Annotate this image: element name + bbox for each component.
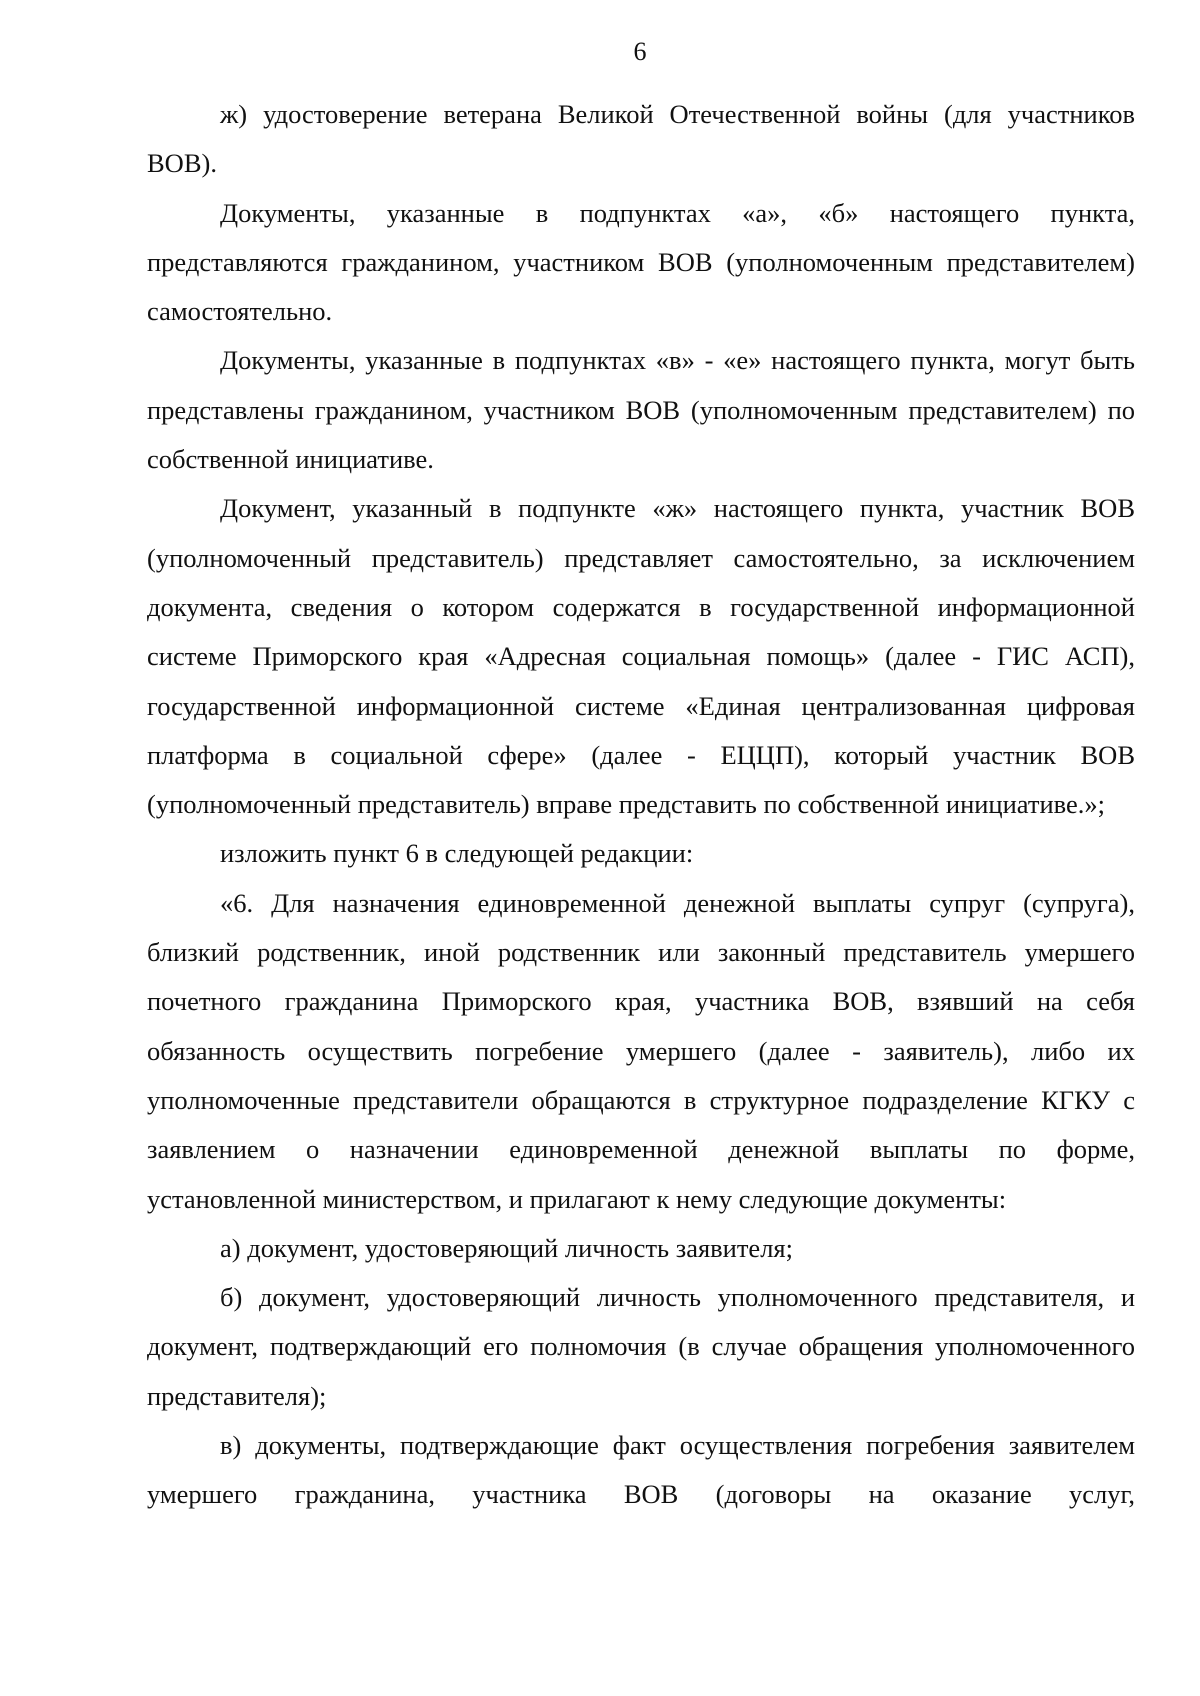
document-body: [147, 90, 1135, 1520]
paragraph-amend-point-6: изложить пункт 6 в следующей редакции:: [220, 838, 694, 869]
paragraph-documents-v-e: Документы, указанные в подпунктах «в» - «е» настоящего пункта, могут быть представлены гражданином, участником ВОВ (уполномоченным представителем) по собственной инициативе.: [147, 345, 1135, 475]
paragraph-item-b: б) документ, удостоверяющий личность уполномоченного представителя, и документ, подтверждающий его полномочия (в случае обращения уполномоченного представителя);: [147, 1282, 1135, 1411]
paragraph-item-v: в) документы, подтверждающие факт осуществления погребения заявителем умершего гражданина, участника ВОВ (договоры на оказание услуг,: [147, 1430, 1135, 1510]
page-number: 6: [633, 37, 647, 66]
paragraph-item-zh: ж) удостоверение ветерана Великой Отечественной войны (для участников ВОВ).: [147, 99, 1135, 179]
paragraph-point-6: «6. Для назначения единовременной денежной выплаты супруг (супруга), близкий родственник, иной родственник или законный представитель умершего почетного гражданина Приморского края, участника ВОВ, взявший на себя обязанность осуществить погребение умершего (далее - заявитель), либо их уполномоченные представители обращаются в структурное подразделение КГКУ с заявлением о назначении единовременной денежной выплаты по форме, установленной министерством, и прилагают к нему следующие документы:: [147, 887, 1135, 1214]
paragraph-document-zh: Документ, указанный в подпункте «ж» настоящего пункта, участник ВОВ (уполномоченный представитель) представляет самостоятельно, за исключением документа, сведения о котором содержатся в государственной информационной системе Приморского края «Адресная социальная помощь» (далее - ГИС АСП), государственной информационной системе «Единая централизованная цифровая платформа в социальной сфере» (далее - ЕЦЦП), который участник ВОВ (уполномоченный представитель) вправе представить по собственной инициативе.»;: [147, 493, 1135, 820]
paragraph-documents-a-b: Документы, указанные в подпунктах «а», «б» настоящего пункта, представляются гражданином, участником ВОВ (уполномоченным представителем) самостоятельно.: [147, 197, 1135, 327]
paragraph-item-a: а) документ, удостоверяющий личность заявителя;: [220, 1232, 793, 1263]
